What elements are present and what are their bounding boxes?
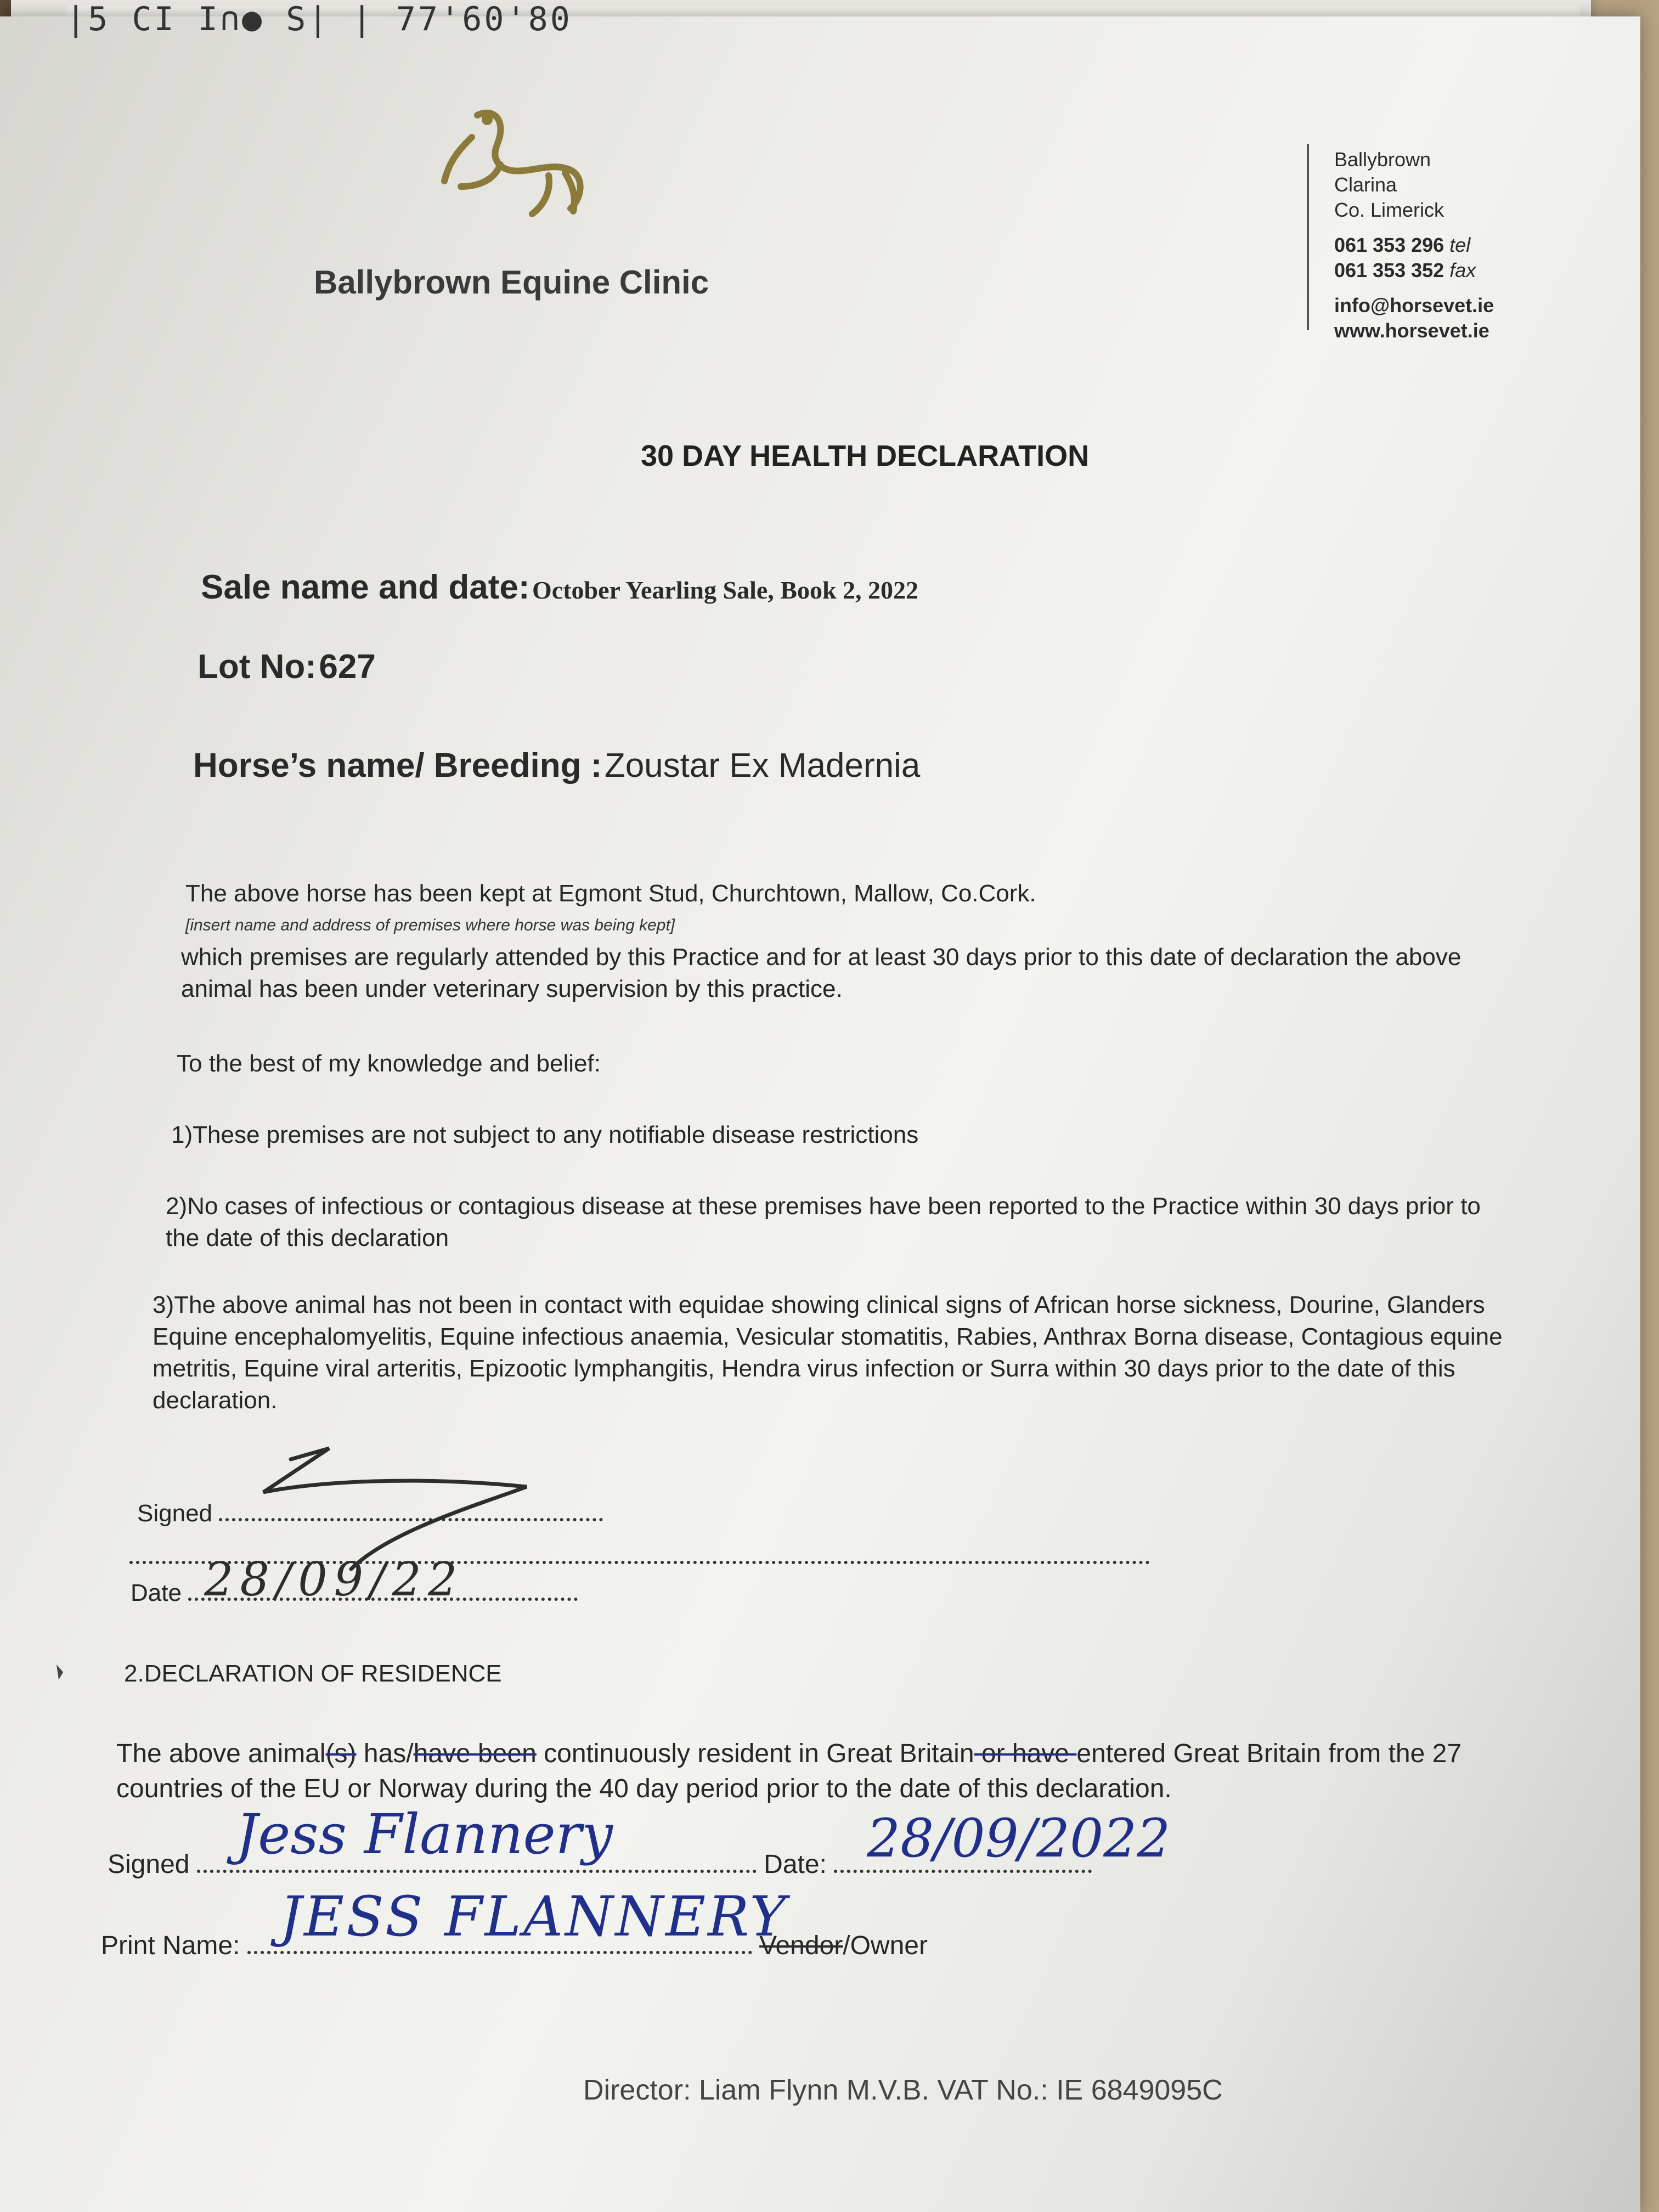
residence-text: continuously resident in Great Britain bbox=[536, 1739, 974, 1768]
owner-date-label: Date: bbox=[764, 1850, 827, 1879]
address-line: Co. Limerick bbox=[1334, 199, 1444, 221]
residence-text: has/ bbox=[356, 1739, 414, 1768]
fax-label: fax bbox=[1449, 259, 1476, 281]
vet-signed-label: Signed bbox=[137, 1500, 213, 1527]
print-name-label: Print Name: bbox=[101, 1931, 240, 1960]
address-divider bbox=[1307, 144, 1309, 330]
sale-line bbox=[201, 568, 918, 607]
point-1: 1)These premises are not subject to any notifiable disease restrictions bbox=[171, 1121, 919, 1148]
premises-prefix: The above horse has been kept at bbox=[185, 880, 552, 907]
premises-value: Egmont Stud, Churchtown, Mallow, Co.Cork. bbox=[558, 880, 1036, 907]
clinic-address bbox=[1334, 147, 1494, 343]
owner-signature: Jess Flannery bbox=[236, 1802, 613, 1866]
website-address: www.horsevet.ie bbox=[1334, 319, 1489, 342]
residence-text: entered Great Britain from the 27 countries of the EU or Norway during the 40 day period prior to the date of this declaration. bbox=[116, 1739, 1462, 1803]
phone-line bbox=[1334, 233, 1494, 258]
print-name-handwritten: JESS FLANNERY bbox=[280, 1884, 788, 1949]
horse-value: Zoustar Ex Madernia bbox=[604, 747, 921, 785]
phone-number: 061 353 296 bbox=[1334, 234, 1444, 256]
residence-text: The above animal bbox=[116, 1739, 326, 1768]
residence-struck-text: have been bbox=[413, 1739, 537, 1768]
belief-statement: To the best of my knowledge and belief: bbox=[177, 1050, 601, 1077]
premises-line bbox=[185, 878, 1519, 910]
premises-note: [insert name and address of premises where horse was being kept] bbox=[185, 916, 675, 934]
footer-director: Director: Liam Flynn M.V.B. VAT No.: IE 6849095C bbox=[583, 2074, 1223, 2106]
residence-struck-text: (s) bbox=[325, 1739, 357, 1768]
horse-logo-icon bbox=[439, 104, 592, 219]
horse-label: Horse’s name/ Breeding : bbox=[193, 747, 602, 785]
owner-label: /Owner bbox=[843, 1931, 928, 1960]
sale-label: Sale name and date: bbox=[201, 568, 530, 606]
address-line: Ballybrown bbox=[1334, 148, 1431, 171]
lot-label: Lot No: bbox=[198, 648, 317, 686]
fax-line bbox=[1334, 258, 1494, 283]
phone-label: tel bbox=[1449, 234, 1471, 256]
document-title: 30 DAY HEALTH DECLARATION bbox=[641, 439, 1090, 472]
email-address: info@horsevet.ie bbox=[1334, 294, 1494, 317]
premises-suffix: which premises are regularly attended by this Practice and for at least 30 days prior to this date of declaration the above animal has been under veterinary supervision by this practice. bbox=[181, 944, 1462, 1002]
clinic-name: Ballybrown Equine Clinic bbox=[314, 264, 709, 301]
premises-paragraph bbox=[181, 878, 1519, 1005]
point-3: 3)The above animal has not been in contact with equidae showing clinical signs of African horse sickness, Dourine, Glanders Equine encephalomyelitis, Equine infectious anaemia, Vesicular stomatitis, Rabies, Anthrax Borna disease, Contagious equine metritis, Equine viral arteritis, Epizootic lymphangitis, Hendra virus infection or Surra within 30 days prior to the date of this declaration. bbox=[153, 1291, 1503, 1414]
residence-struck-text: or have bbox=[974, 1739, 1077, 1768]
owner-signed-label: Signed bbox=[108, 1850, 190, 1879]
fax-number: 061 353 352 bbox=[1334, 259, 1444, 281]
owner-date-dots bbox=[834, 1870, 1092, 1873]
print-name-dots bbox=[247, 1951, 752, 1954]
residence-heading: 2.DECLARATION OF RESIDENCE bbox=[124, 1660, 502, 1687]
sale-value: October Yearling Sale, Book 2, 2022 bbox=[532, 576, 919, 604]
owner-signed-dots bbox=[197, 1870, 757, 1873]
vet-date-label: Date bbox=[131, 1579, 182, 1606]
lot-value: 627 bbox=[319, 648, 376, 686]
hole-punch-mark-icon bbox=[52, 1661, 69, 1683]
vendor-struck: Vendor bbox=[759, 1931, 843, 1960]
owner-date-handwritten: 28/09/2022 bbox=[867, 1808, 1171, 1869]
vet-date-handwritten: 28/09/22 bbox=[204, 1553, 464, 1606]
point-2: 2)No cases of infectious or contagious disease at these premises have been reported to the Practice within 30 days prior to the date of this declaration bbox=[166, 1193, 1481, 1251]
top-strip-text: |5 CI I∩● S| | 77'60'80 bbox=[66, 0, 572, 38]
residence-paragraph bbox=[116, 1736, 1559, 1807]
horse-line bbox=[193, 746, 920, 785]
address-line: Clarina bbox=[1334, 173, 1397, 196]
lot-line bbox=[198, 647, 376, 686]
